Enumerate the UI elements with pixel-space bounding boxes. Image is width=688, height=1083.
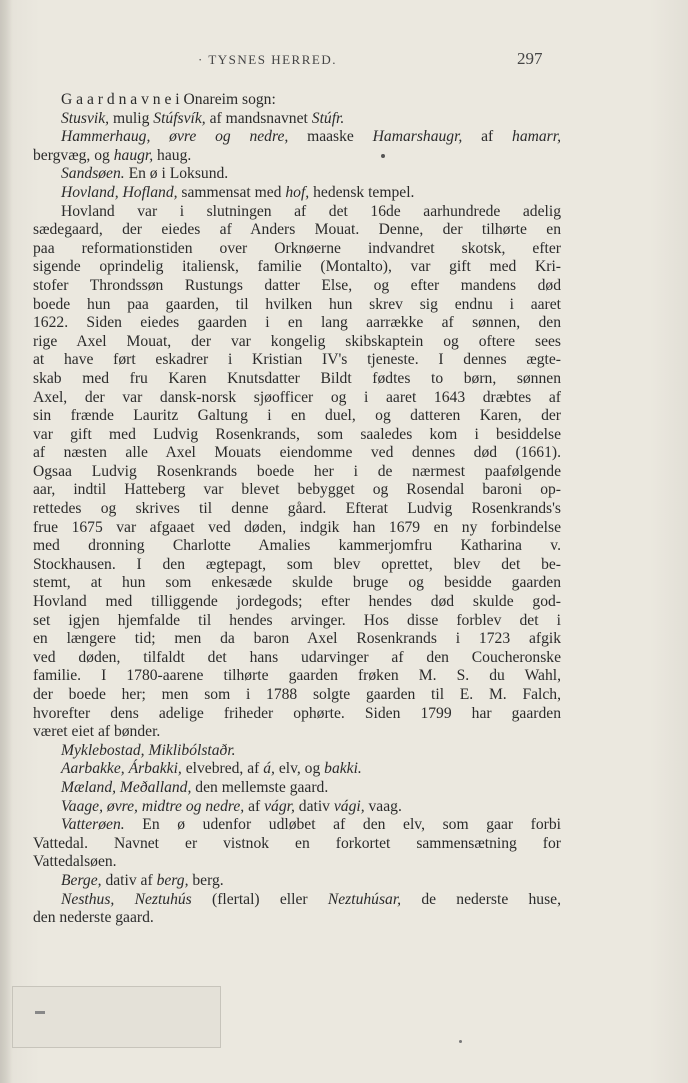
paragraph-line: ved døden, tilfaldt det hans udarvinger af den Coucheronske	[33, 648, 561, 666]
paragraph-line: boede hun paa gaarden, til hvilken hun skrev sig endnu i aaret	[33, 295, 561, 313]
paragraph-line: at have ført eskadrer i Kristian IV's tjeneste. I dennes ægte-	[33, 351, 561, 369]
paragraph-line: en længere tid; men da baron Axel Rosenkrands i 1723 afgik	[33, 630, 561, 648]
library-slip-mark	[12, 986, 221, 1048]
entry-vaage: Vaage, øvre, midtre og nedre, af vágr, dativ vági, vaag.	[61, 797, 402, 815]
entry-stusvik: Stusvik, mulig Stúfsvík, af mandsnavnet Stúfr.	[61, 109, 345, 127]
paragraph-line: Axel, der var dansk-norsk sjøofficer og i aaret 1643 dræbtes af	[33, 388, 561, 406]
paragraph-line: aar, indtil Hatteberg var blevet bebygget og Rosendal baroni op-	[33, 481, 561, 499]
paragraph-line: med dronning Charlotte Amalies kammerjomfru Katharina v.	[33, 537, 561, 555]
paragraph-line: Stockhausen. I den ægtepagt, som blev oprettet, blev det be-	[33, 555, 561, 573]
paragraph-line: var gift med Ludvig Rosenkrands, som saaledes kom i besiddelse	[33, 425, 561, 443]
entry-vatteroen-cont: Vattedal. Navnet er vistnok en forkortet sammensætning for	[33, 834, 561, 852]
entry-vatteroen-end: Vattedalsøen.	[33, 853, 117, 871]
paragraph-line: sigende oprindelig italiensk, familie (Montalto), var gift med Kri-	[33, 258, 561, 276]
entry-vatteroen: Vatterøen. En ø udenfor udløbet af den elv, som gaar forbi	[61, 816, 561, 834]
paragraph-line: skab med fru Karen Knutsdatter Bildt fødtes to børn, sønnen	[33, 369, 561, 387]
entry-hammerhaug: Hammerhaug, øvre og nedre, maaske Hamarshaugr, af hamarr,	[61, 128, 561, 146]
page-header	[0, 49, 688, 74]
entry-nesthus-cont: den nederste gaard.	[33, 909, 154, 927]
paragraph-line: stemt, at hun som enkesæde skulde bruge og besidde gaarden	[33, 574, 561, 592]
paragraph-line: stofer Throndssøn Rustungs datter Else, og efter mandens død	[33, 276, 561, 294]
paragraph-line: set igjen hjemfalde til hendes arvinger. Hos disse forblev det i	[33, 611, 561, 629]
page-number: 297	[517, 49, 543, 68]
body-text	[33, 91, 561, 928]
paragraph-line: rige Axel Mouat, der var kongelig skibskaptein og oftere sees	[33, 332, 561, 350]
paragraph-line: 1622. Siden eiedes gaarden i en lang aarrække af sønnen, den	[33, 314, 561, 332]
paragraph-line: Hovland med tilliggende jordegods; efter hendes død skulde god-	[33, 593, 561, 611]
paragraph-line: familie. I 1780-aarene tilhørte gaarden frøken M. S. du Wahl,	[33, 667, 561, 685]
paragraph-line: der boede her; men som i 1788 solgte gaarden til E. M. Falch,	[33, 686, 561, 703]
paragraph-line: Hovland var i slutningen af det 16de aarhundrede adelig	[61, 202, 561, 220]
section-heading: G a a r d n a v n e i Onareim sogn:	[61, 91, 276, 108]
running-title: · TYSNES HERRED.	[198, 52, 337, 67]
paragraph-line: sædegaard, der eiedes af Anders Mouat. Denne, der tilhørte en	[33, 221, 561, 239]
paragraph-line: været eiet af bønder.	[33, 723, 161, 741]
entry-berge: Berge, dativ af berg, berg.	[61, 871, 224, 889]
ink-dot	[381, 154, 385, 158]
paragraph-line: paa reformationstiden over Orknøerne indvandret skotsk, efter	[33, 239, 561, 257]
entry-maeland: Mæland, Meðalland, den mellemste gaard.	[61, 778, 329, 796]
slip-dash	[35, 1011, 45, 1014]
entry-hammerhaug-cont: bergvæg, og haugr, haug.	[33, 147, 561, 166]
page-binding-shadow	[0, 0, 12, 1083]
ink-speck	[459, 1040, 462, 1043]
entry-sandsoen: Sandsøen. En ø i Loksund.	[61, 165, 229, 183]
paragraph-line: frue 1675 var afgaaet ved døden, indgik han 1679 en ny forbindelse	[33, 518, 561, 536]
entry-hovland: Hovland, Hofland, sammensat med hof, hedensk tempel.	[61, 183, 415, 201]
paragraph-line: rettedes og skrives til denne gåard. Efterat Ludvig Rosenkrands's	[33, 500, 561, 518]
entry-nesthus: Nesthus, Neztuhús (flertal) eller Neztuhúsar, de nederste huse,	[61, 890, 561, 908]
paragraph-line: sin frænde Lauritz Galtung i en duel, og datteren Karen, der	[33, 407, 561, 425]
entry-myklebostad: Myklebostad, Miklibólstaðr.	[61, 741, 236, 759]
paragraph-line: Ogsaa Ludvig Rosenkrands boede her i de nærmest paafølgende	[33, 462, 561, 480]
paragraph-line: hvorefter dens adelige friheder ophørte. Siden 1799 har gaarden	[33, 704, 561, 722]
entry-aarbakke: Aarbakke, Árbakki, elvebred, af á, elv, og bakki.	[61, 760, 362, 778]
paragraph-line: af næsten alle Axel Mouats eiendomme ved dennes død (1661).	[33, 444, 561, 462]
